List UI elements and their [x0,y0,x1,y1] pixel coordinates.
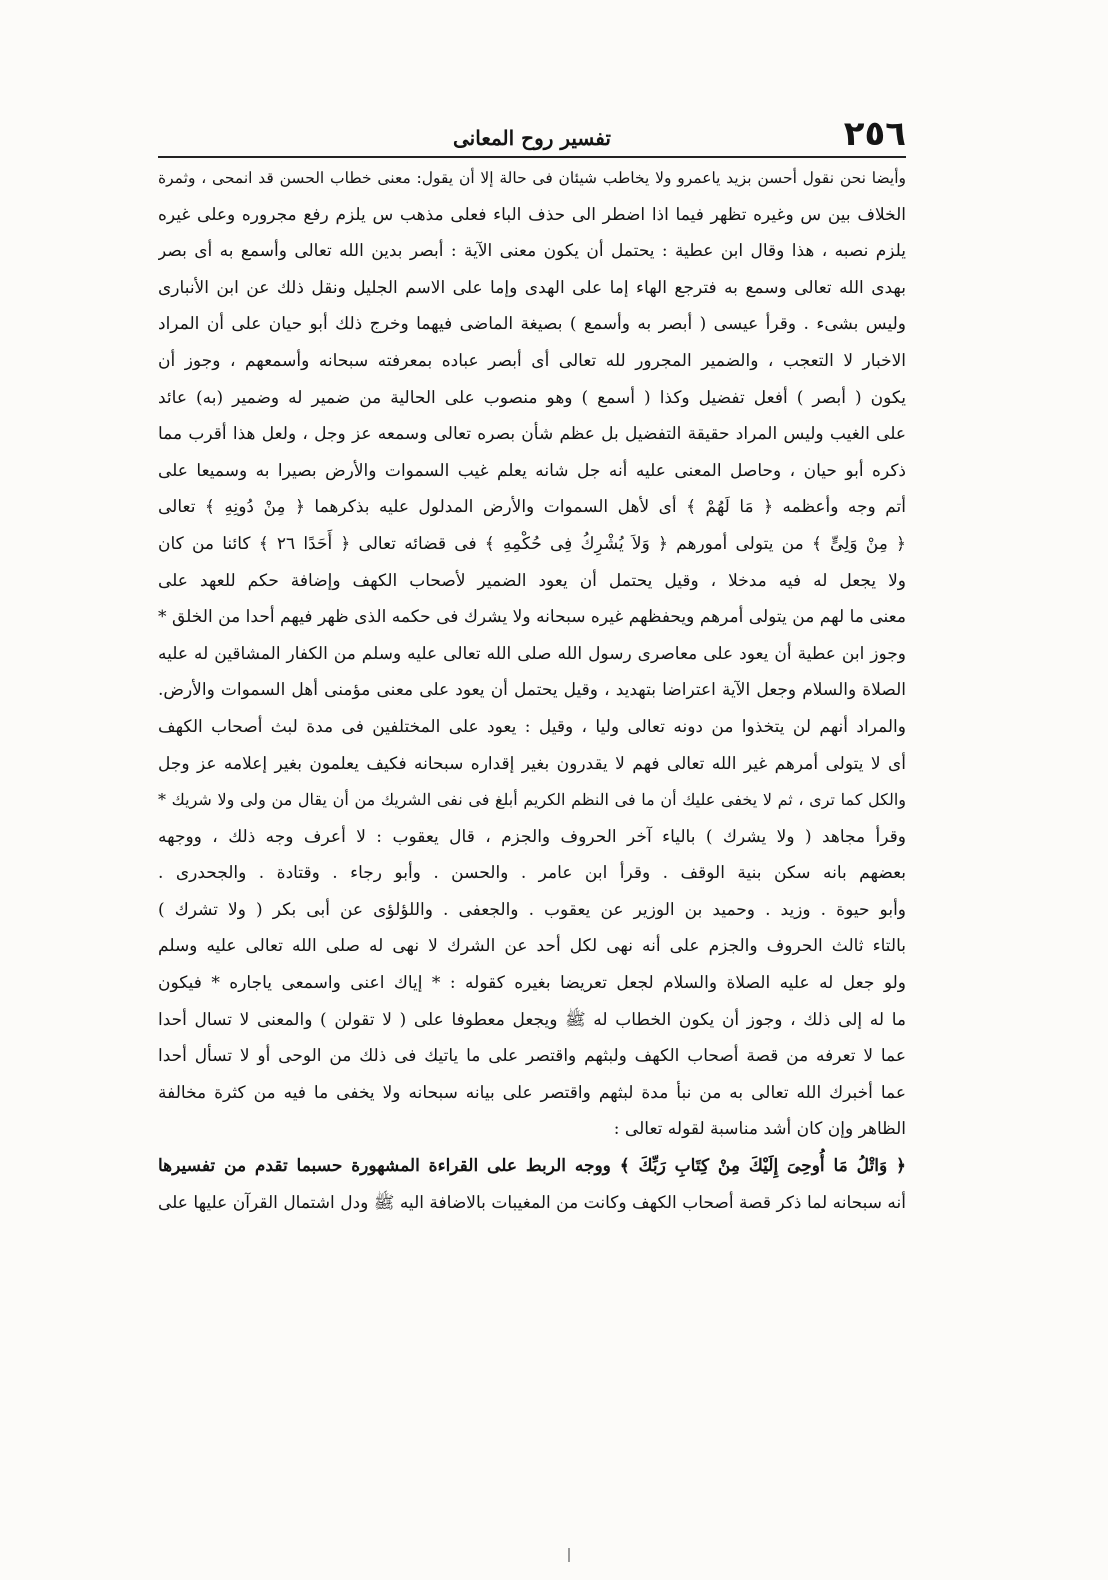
text-line: أتم وجه وأعظمه ﴿ مَا لَهُمْ ﴾ أى لأهل السموات والأرض المدلول عليه بذكرهما ﴿ مِنْ دُونِهِ ﴾ تعالى [158,497,906,518]
text-line: ولا يجعل له فيه مدخلا ، وقيل يحتمل أن يعود الضمير لأصحاب الكهف وإضافة حكم للعهد على [158,570,906,591]
text-line: على الغيب وليس المراد حقيقة التفضيل بل عظم شأن بصره تعالى وسمعه عز وجل ، ولعل هذا أقرب مما [158,424,906,445]
running-title: تفسير روح المعانى [453,126,611,150]
text-line: الخلاف بين س وغيره تظهر فيما اذا اضطر الى حذف الباء فعلى مذهب س يلزم رفع مجروره وعلى غيره [158,204,906,225]
text-line: أنه سبحانه لما ذكر قصة أصحاب الكهف وكانت من المغيبات بالاضافة اليه ﷺ ودل اشتمال القرآن عليها على [158,1192,906,1213]
text-line: عما لا تعرفه من قصة أصحاب الكهف ولبثهم واقتصر على ما ياتيك فى ذلك من الوحى أو لا تسأل أحدا [158,1046,906,1067]
text-line: ما له إلى ذلك ، وجوز أن يكون الخطاب له ﷺ ويجعل معطوفا على ( لا تقولن ) والمعنى لا تسال أحدا [158,1009,906,1030]
body-text [158,160,906,1221]
text-line: بعضهم بانه سكن بنية الوقف . وقرأ ابن عامر . والحسن . وأبو رجاء . وقتادة . والجحدرى . [158,863,906,884]
text-line: بهدى الله تعالى وسمع به فترجع الهاء إما على الهدى وإما على الاسم الجليل ونقل ذلك عن ابن الأنبارى [158,277,906,298]
quran-verse-line: ﴿ وَاتْلُ مَا أُوحِىَ إِلَيْكَ مِنْ كِتَابِ رَبِّكَ ﴾ ووجه الربط على القراءة المشهورة حسبما تقدم من تفسيرها [158,1156,906,1177]
text-line: وأيضا نحن نقول أحسن بزيد ياعمرو ولا يخاطب شيئان فى حالة إلا أن يقول: معنى خطاب الحسن قد انمحى ، وثمرة [158,169,906,187]
page-number: ٢٥٦ [843,114,906,154]
text-line: ولو جعل له عليه الصلاة والسلام لجعل تعريضا بغيره كقوله : * إياك اعنى واسمعى ياجاره * فيكون [158,973,906,994]
text-line: وقرأ مجاهد ( ولا يشرك ) بالياء آخر الحروف والجزم ، قال يعقوب : لا أعرف وجه ذلك ، ووجهه [158,826,906,847]
text-line: ﴿ مِنْ وَلِىٍّ ﴾ من يتولى أمورهم ﴿ وَلاَ يُشْرِكُ فِى حُكْمِهِ ﴾ فى قضائه تعالى ﴿ أَحَدًا ٢٦ ﴾ كائنا من كان [158,533,906,554]
text-line: والمراد أنهم لن يتخذوا من دونه تعالى وليا ، وقيل : يعود على المختلفين فى مدة لبث أصحاب الكهف [158,716,906,737]
text-line: الاخبار لا التعجب ، والضمير المجرور لله تعالى أى أبصر عباده بمعرفته سبحانه وأسمعهم ، وجوز أن [158,350,906,371]
text-line: أى لا يتولى أمرهم غير الله تعالى فهم لا يقدرون بغير إقداره سبحانه فكيف يعلمون بغير إعلامه عز وجل [158,753,906,774]
scan-mark [568,1548,570,1562]
header-rule [158,156,906,158]
text-line: معنى ما لهم من يتولى أمرهم ويحفظهم غيره سبحانه ولا يشرك فى حكمه الذى ظهر فيهم أحدا من الخلق * [158,607,906,628]
page-header [158,112,906,156]
text-line: بالتاء ثالث الحروف والجزم على أنه نهى لكل أحد عن الشرك لا نهى له صلى الله تعالى عليه وسلم [158,936,906,957]
text-line: الظاهر وإن كان أشد مناسبة لقوله تعالى : [613,1119,906,1140]
text-line: عما أخبرك الله تعالى به من نبأ مدة لبثهم واقتصر على بيانه سبحانه ولا يخفى ما فيه من كثرة مخالفة [158,1082,906,1103]
text-line: وأبو حيوة . وزيد . وحميد بن الوزير عن يعقوب . والجعفى . واللؤلؤى عن أبى بكر ( ولا تشرك ) [158,899,906,920]
text-line: يكون ( أبصر ) أفعل تفضيل وكذا ( أسمع ) وهو منصوب على الحالية من ضمير له وضمير (به) عائد [158,387,906,408]
text-line: الصلاة والسلام وجعل الآية اعتراضا بتهديد ، وقيل يحتمل أن يعود على معنى مؤمنى أهل السموات والأرض. [158,680,906,701]
text-line: وجوز ابن عطية أن يعود على معاصرى رسول الله صلى الله تعالى عليه وسلم من الكفار المشاقين له عليه [158,643,906,664]
text-line: يلزم نصبه ، هذا وقال ابن عطية : يحتمل أن يكون معنى الآية : أبصر بدين الله تعالى وأسمع به أى بصر [158,241,906,262]
text-line: وليس بشىء . وقرأ عيسى ( أبصر به وأسمع ) بصيغة الماضى فيهما وخرج ذلك أبو حيان على أن المراد [158,314,906,335]
text-line: والكل كما ترى ، ثم لا يخفى عليك أن ما فى النظم الكريم أبلغ فى نفى الشريك من أن يقال من ولى ولا شريك * [158,790,906,810]
text-line: ذكره أبو حيان ، وحاصل المعنى عليه أنه جل شانه يعلم غيب السموات والأرض بصيرا به وسميعا على [158,460,906,481]
